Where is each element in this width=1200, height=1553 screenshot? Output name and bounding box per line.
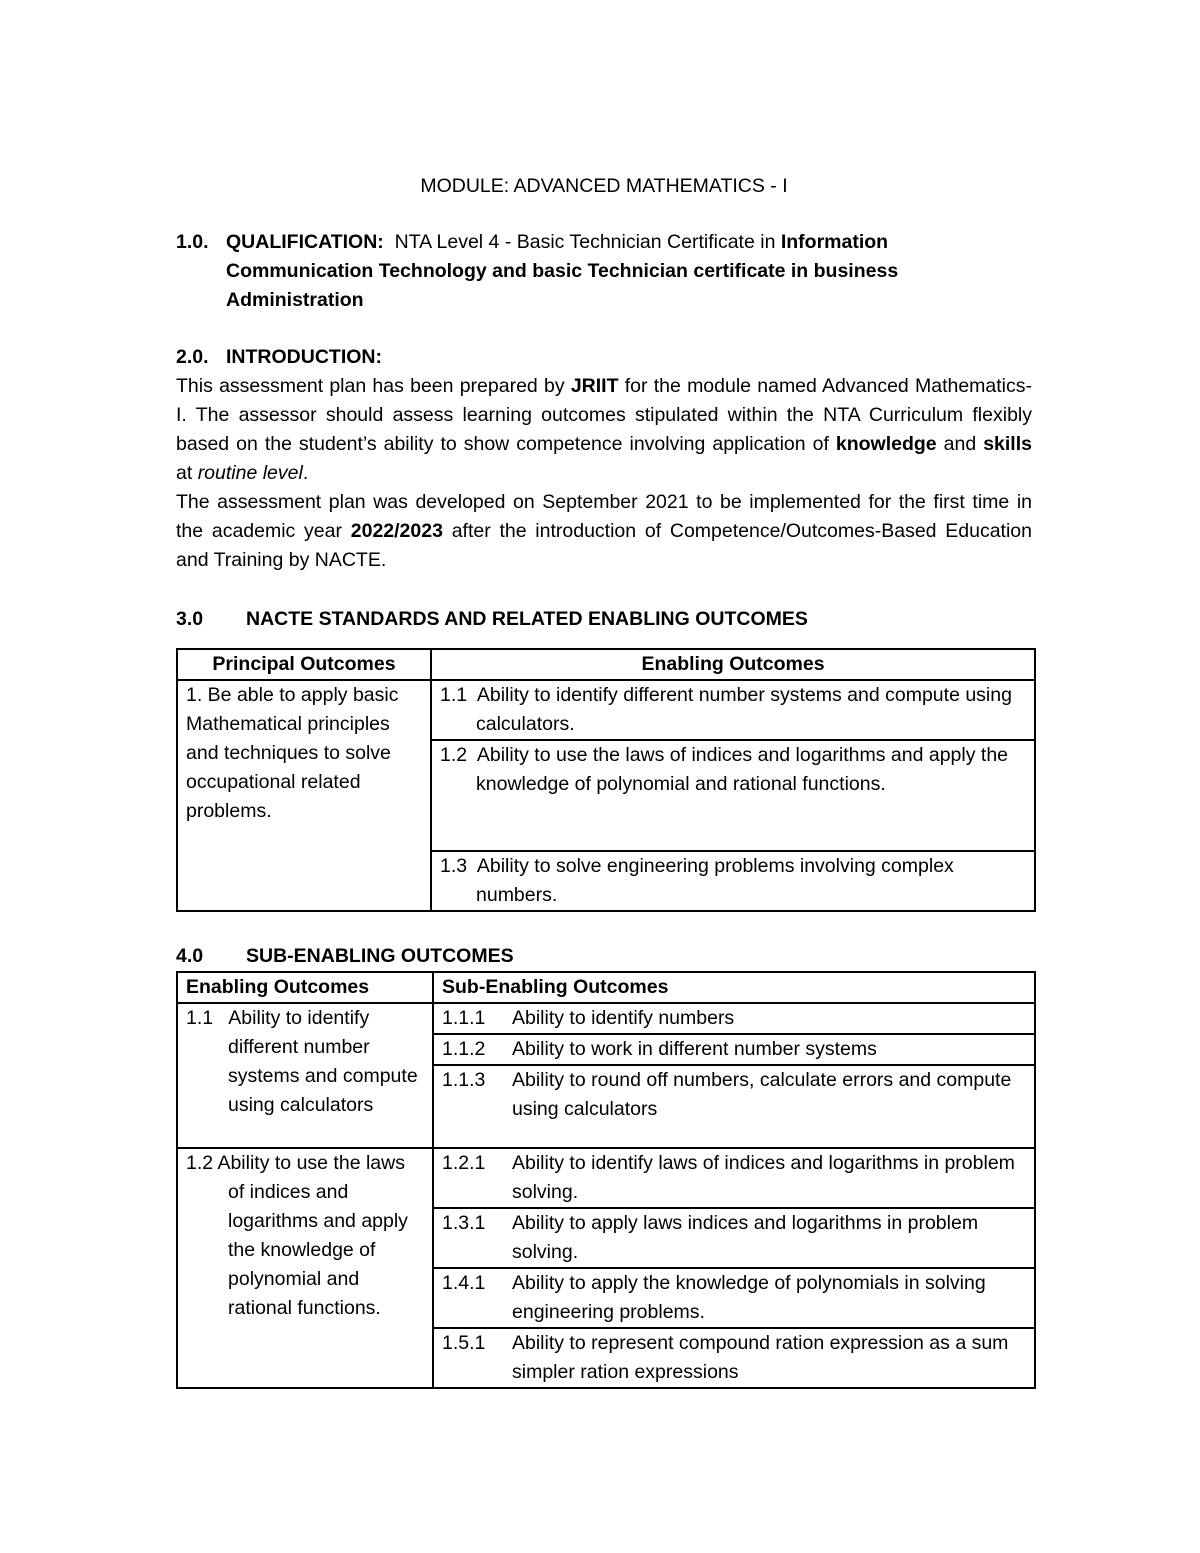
- introduction-paragraph-2: The assessment plan was developed on September 2021 to be implemented for the first time in the academic year 2022/2023 after the introduction of Competence/Outcomes-Based Education and Training by NACTE.: [176, 491, 1032, 571]
- sub-outcome-row: 1.3.1 Ability to apply laws indices and logarithms in problem solving.: [433, 1208, 1035, 1268]
- enabling-outcome-cell: 1.2 Ability to use the laws of indices and logarithms and apply the knowledge of polynomial and rational functions.: [431, 740, 1035, 851]
- enabling-outcome-cell: 1.1 Ability to identify different number systems and compute using calculators.: [431, 680, 1035, 740]
- standards-number: 3.0: [176, 608, 204, 630]
- qualification-text: NTA Level 4 - Basic Technician Certificate in: [394, 231, 776, 253]
- enabling-outcome-cell: 1.3 Ability to solve engineering problems involving complex numbers.: [431, 851, 1035, 911]
- sub-outcome-row: 1.5.1 Ability to represent compound ration expression as a sum simpler ration expressions: [433, 1328, 1035, 1388]
- sub-enabling-heading: SUB-ENABLING OUTCOMES: [246, 945, 514, 967]
- sub-outcome-row: 1.4.1 Ability to apply the knowledge of polynomials in solving engineering problems.: [433, 1268, 1035, 1328]
- enabling-group-1: 1.1 Ability to identify different number systems and compute using calculators: [177, 1003, 433, 1148]
- principal-outcome-cell: [177, 680, 431, 911]
- sub-outcome-row: 1.1.2 Ability to work in different number systems: [433, 1034, 1035, 1065]
- introduction-paragraph-1: This assessment plan has been prepared by JRIIT for the module named Advanced Mathematics-I. The assessor should assess learning outcomes stipulated within the NTA Curriculum flexibly based on the student’s ability to show competence involving application of knowledge and skills at routine level.: [176, 375, 1033, 484]
- standards-table: [176, 648, 1036, 912]
- standards-col-principal: Principal Outcomes: [177, 649, 431, 680]
- introduction-label: INTRODUCTION:: [226, 346, 382, 368]
- sub-col-sub-enabling: Sub-Enabling Outcomes: [433, 972, 1035, 1003]
- sub-col-enabling: Enabling Outcomes: [177, 972, 433, 1003]
- sub-enabling-table: [176, 971, 1036, 1389]
- sub-enabling-number: 4.0: [176, 945, 204, 967]
- sub-outcome-row: 1.2.1 Ability to identify laws of indices and logarithms in problem solving.: [433, 1148, 1035, 1208]
- standards-section: [176, 605, 1032, 912]
- sub-enabling-section: [176, 942, 1032, 1389]
- qualification-number: 1.0.: [176, 231, 209, 253]
- module-title: MODULE: ADVANCED MATHEMATICS - I: [420, 175, 788, 197]
- standards-col-enabling: Enabling Outcomes: [431, 649, 1035, 680]
- sub-outcome-row: 1.1.1 Ability to identify numbers: [433, 1003, 1035, 1034]
- sub-outcome-row: 1.1.3 Ability to round off numbers, calculate errors and compute using calculators: [433, 1065, 1035, 1148]
- document-page: [176, 170, 1032, 1389]
- standards-heading: NACTE STANDARDS AND RELATED ENABLING OUTCOMES: [246, 608, 808, 630]
- introduction-number: 2.0.: [176, 346, 209, 368]
- principal-outcome-text: 1. Be able to apply basic Mathematical principles and techniques to solve occupational related problems.: [186, 684, 399, 822]
- qualification-label: QUALIFICATION:: [226, 231, 384, 253]
- enabling-group-2: 1.2 Ability to use the laws of indices and logarithms and apply the knowledge of polynomial and rational functions.: [177, 1148, 433, 1388]
- qualification-text-bold: Information Communication Technology and basic Technician certificate in business Administration: [226, 231, 899, 311]
- introduction-section: [176, 343, 1032, 575]
- qualification-section: [176, 228, 1032, 315]
